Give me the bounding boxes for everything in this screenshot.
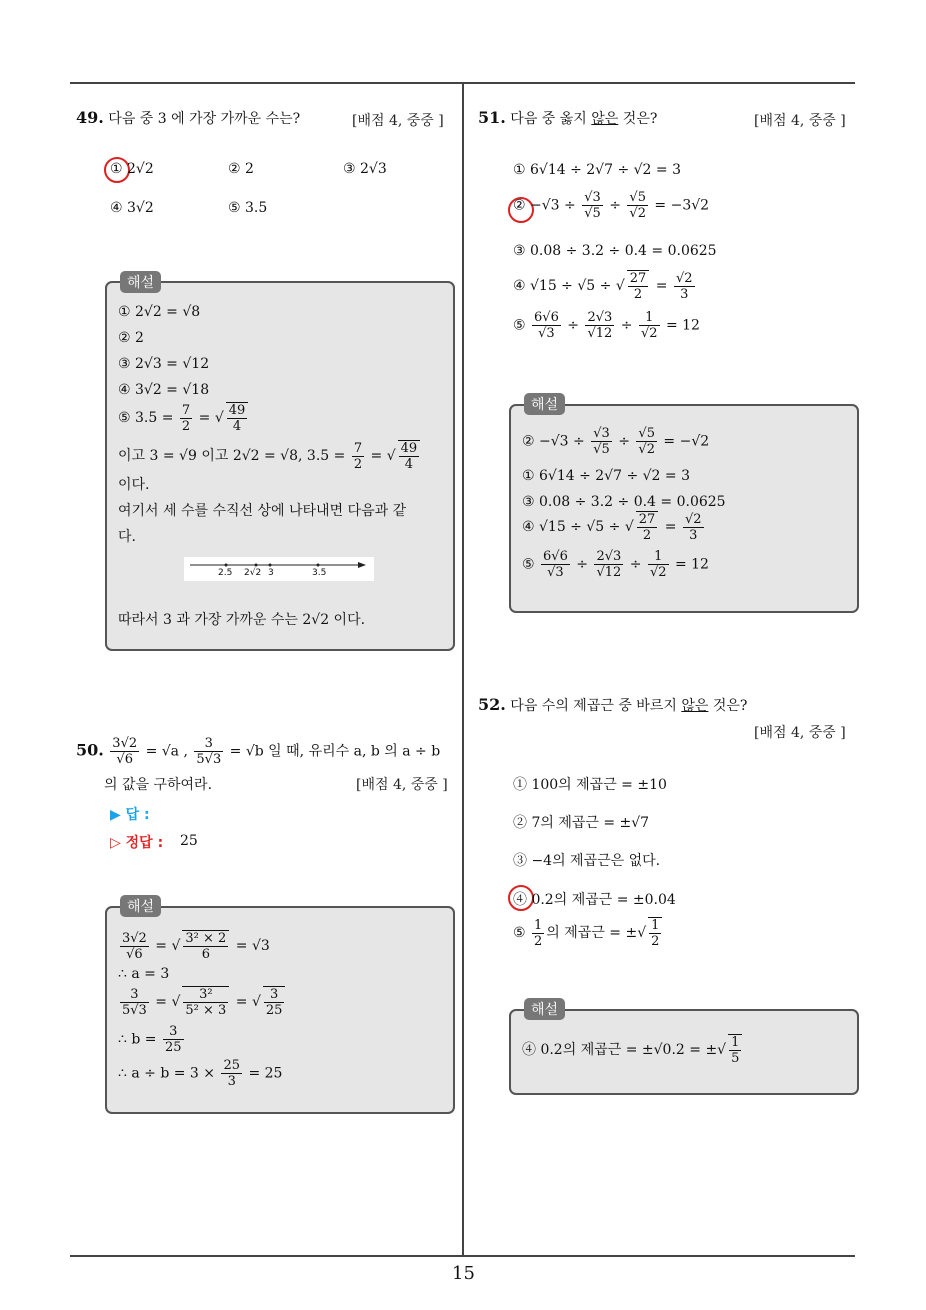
tick-label: 2√2 xyxy=(244,568,262,578)
question-49 xyxy=(76,108,300,128)
number-line-figure xyxy=(184,557,374,581)
question-text: 다음 수의 제곱근 중 바르지 xyxy=(510,698,677,714)
number-line-svg xyxy=(184,557,374,581)
fraction: $\frac{√5}{√2}$ xyxy=(629,190,646,221)
question-52 xyxy=(478,695,747,715)
correct-answer-value: 25 xyxy=(180,833,198,849)
correct-answer-label: ▷ 정답 : xyxy=(110,835,164,851)
solution-line: ∴ a = 3 xyxy=(118,966,170,982)
solution-line: $\frac{3}{5√3}$ = √ $\frac{\text{3²}}{\text{5² × 3}}$ = √ $\frac{3}{25}$ xyxy=(118,986,287,1018)
question-text: 다음 중 3 에 가장 가까운 수는? xyxy=(108,111,301,127)
fraction: $\frac{√3}{√5}$ xyxy=(584,190,601,221)
option-1[interactable]: ① 6√14 ÷ 2√7 ÷ √2 = 3 xyxy=(513,162,682,178)
solution-line: ⑤ 3.5 = $\frac{7}{2}$ = √ $\frac{49}{4}$ xyxy=(118,402,250,434)
center-divider xyxy=(462,82,464,1256)
option-4[interactable]: ④ 0.2의 제곱근 = ±0.04 xyxy=(513,892,676,908)
fraction: $\frac{1}{5}$ xyxy=(728,1034,742,1066)
fraction: $\frac{49}{4}$ xyxy=(226,402,249,434)
question-number: 51. xyxy=(478,108,506,127)
fraction: $\frac{3}{25}$ xyxy=(164,1024,182,1055)
fraction: $\frac{√2}{3}$ xyxy=(675,270,693,302)
option-4[interactable]: ④ 3√2 xyxy=(110,200,154,216)
solution-text: ⑤ 3.5 = xyxy=(118,410,174,426)
solution-line: ③ 2√3 = √12 xyxy=(118,356,210,372)
option-5[interactable]: ⑤ $\frac{1}{2}$ 의 제곱근 = ±√ $\frac{1}{2}$ xyxy=(513,917,664,949)
solution-line: 여기서 세 수를 수직선 상에 나타내면 다음과 같 xyxy=(118,503,407,519)
option-1[interactable]: ① 100의 제곱근 = ±10 xyxy=(513,777,667,793)
option-3[interactable]: ③ −4의 제곱근은 없다. xyxy=(513,853,661,869)
option-2[interactable]: ② 2 xyxy=(228,161,254,177)
solution-line: 다. xyxy=(118,529,136,545)
solution-line: ④ √15 ÷ √5 ÷ √ $\frac{27}{2}$ = $\frac{√2}{3}$ xyxy=(522,511,702,543)
fraction: $\frac{25}{3}$ xyxy=(223,1058,241,1089)
solution-tag: 해설 xyxy=(120,271,161,293)
question-text: = √a , xyxy=(145,743,188,760)
fraction: $\frac{27}{2}$ xyxy=(636,511,659,543)
solution-line: 따라서 3 과 가장 가까운 수는 2√2 이다. xyxy=(118,612,366,628)
fraction: $\frac{3}{5√3}$ xyxy=(196,736,222,767)
tick-label: 3.5 xyxy=(312,568,327,578)
fraction: $\frac{3√2}{√6}$ xyxy=(122,930,147,962)
question-text: = √b 일 때, 유리수 a, b 의 a ÷ b xyxy=(229,743,441,760)
option-4[interactable]: ④ √15 ÷ √5 ÷ √ $\frac{27}{2}$ = $\frac{√2}{3}$ xyxy=(513,270,693,302)
solution-text: ∴ b = xyxy=(118,1031,157,1048)
fraction: $\frac{2√3}{√12}$ xyxy=(596,549,622,580)
question-number: 49. xyxy=(76,108,104,127)
fraction: $\frac{\text{3²}}{\text{5² × 3}}$ xyxy=(182,986,229,1018)
solution-tag: 해설 xyxy=(524,998,565,1020)
solution-tag: 해설 xyxy=(120,895,161,917)
fraction: $\frac{7}{2}$ xyxy=(181,402,191,434)
solution-text: = 25 xyxy=(248,1065,283,1082)
fraction: $\frac{3}{5√3}$ xyxy=(122,986,147,1018)
fraction: $\frac{1}{2}$ xyxy=(648,917,662,949)
question-meta: [배점 4, 중중 ] xyxy=(352,113,444,129)
solution-line: ④ 0.2의 제곱근 = ±√0.2 = ±√ $\frac{1}{5}$ xyxy=(522,1034,744,1066)
solution-line xyxy=(118,1058,282,1089)
question-number: 52. xyxy=(478,695,506,714)
solution-line: ⑤ $\frac{6√6}{√3}$ ÷ $\frac{2√3}{√12}$ ÷ $\frac{1}{√2}$ = 12 xyxy=(522,549,709,580)
fraction: $\frac{6√6}{√3}$ xyxy=(543,549,568,580)
tick-label: 2.5 xyxy=(218,568,233,578)
solution-tag: 해설 xyxy=(524,393,565,415)
fraction: $\frac{\text{3² × 2}}{6}$ xyxy=(182,930,229,962)
solution-line: ① 2√2 = √8 xyxy=(118,304,201,320)
fraction: $\frac{7}{2}$ xyxy=(353,440,363,472)
solution-line: ① 6√14 ÷ 2√7 ÷ √2 = 3 xyxy=(522,468,691,484)
option-3[interactable]: ③ 2√3 xyxy=(343,161,387,177)
question-meta: [배점 4, 중중 ] xyxy=(754,725,846,741)
solution-text: 이고 3 = √9 이고 2√2 = √8, 3.5 = xyxy=(118,448,346,464)
option-3[interactable]: ③ 0.08 ÷ 3.2 ÷ 0.4 = 0.0625 xyxy=(513,243,717,259)
solution-text: ∴ a ÷ b = 3 × xyxy=(118,1065,216,1082)
fraction: $\frac{27}{2}$ xyxy=(627,270,650,302)
fraction: $\frac{3}{25}$ xyxy=(263,986,286,1018)
fraction: $\frac{√3}{√5}$ xyxy=(593,426,610,457)
question-text-underlined: 않은 xyxy=(681,698,709,714)
question-text: 것은? xyxy=(712,698,748,714)
question-meta: [배점 4, 중중 ] xyxy=(356,777,448,793)
option-1[interactable]: ① 2√2 xyxy=(110,161,154,177)
question-number: 50. xyxy=(76,740,104,760)
option-5[interactable]: ⑤ $\frac{6√6}{√3}$ ÷ $\frac{2√3}{√12}$ ÷ $\frac{1}{√2}$ = 12 xyxy=(513,310,700,341)
answer-label[interactable]: ▶ 답 : xyxy=(110,807,150,823)
solution-line: ③ 0.08 ÷ 3.2 ÷ 0.4 = 0.0625 xyxy=(522,494,726,510)
question-text: 다음 중 옳지 xyxy=(510,111,587,127)
solution-line: 이고 3 = √9 이고 2√2 = √8, 3.5 = $\frac{7}{2}$ = √ $\frac{49}{4}$ xyxy=(118,440,422,472)
fraction: $\frac{49}{4}$ xyxy=(398,440,421,472)
question-text: 의 값을 구하여라. xyxy=(104,777,213,793)
fraction: $\frac{1}{√2}$ xyxy=(640,310,658,341)
solution-line xyxy=(118,1024,186,1055)
fraction: $\frac{6√6}{√3}$ xyxy=(534,310,559,341)
fraction: $\frac{2√3}{√12}$ xyxy=(587,310,613,341)
question-51 xyxy=(478,108,657,128)
fraction: $\frac{1}{√2}$ xyxy=(649,549,667,580)
solution-line: ② −√3 ÷ $\frac{√3}{√5}$ ÷ $\frac{√5}{√2}$ = −√2 xyxy=(522,426,710,457)
question-text-underlined: 않은 xyxy=(591,111,619,127)
fraction: $\frac{√5}{√2}$ xyxy=(638,426,655,457)
solution-line: $\frac{3√2}{√6}$ = √ $\frac{\text{3² × 2}}{6}$ = √3 xyxy=(122,930,270,962)
option-5[interactable]: ⑤ 3.5 xyxy=(228,200,268,216)
question-meta: [배점 4, 중중 ] xyxy=(754,113,846,129)
option-2[interactable]: ② −√3 ÷ $\frac{√3}{√5}$ ÷ $\frac{√5}{√2}$ = −3√2 xyxy=(513,190,710,221)
option-text: 의 제곱근 = ± xyxy=(546,925,638,941)
tick-label: 3 xyxy=(268,568,274,578)
page-number: 15 xyxy=(452,1263,475,1284)
option-2[interactable]: ② 7의 제곱근 = ±√7 xyxy=(513,815,650,831)
solution-line: ② 2 xyxy=(118,330,144,346)
fraction: $\frac{1}{2}$ xyxy=(534,917,543,949)
solution-line: 이다. xyxy=(118,477,150,493)
bottom-rule xyxy=(70,1255,855,1257)
fraction: $\frac{√2}{3}$ xyxy=(684,511,702,543)
fraction: $\frac{3√2}{√6}$ xyxy=(112,736,138,767)
solution-text: ④ 0.2의 제곱근 = ±√0.2 = ± xyxy=(522,1042,718,1058)
question-text: 것은? xyxy=(622,111,658,127)
question-50 xyxy=(76,736,440,767)
solution-line: ④ 3√2 = √18 xyxy=(118,382,210,398)
